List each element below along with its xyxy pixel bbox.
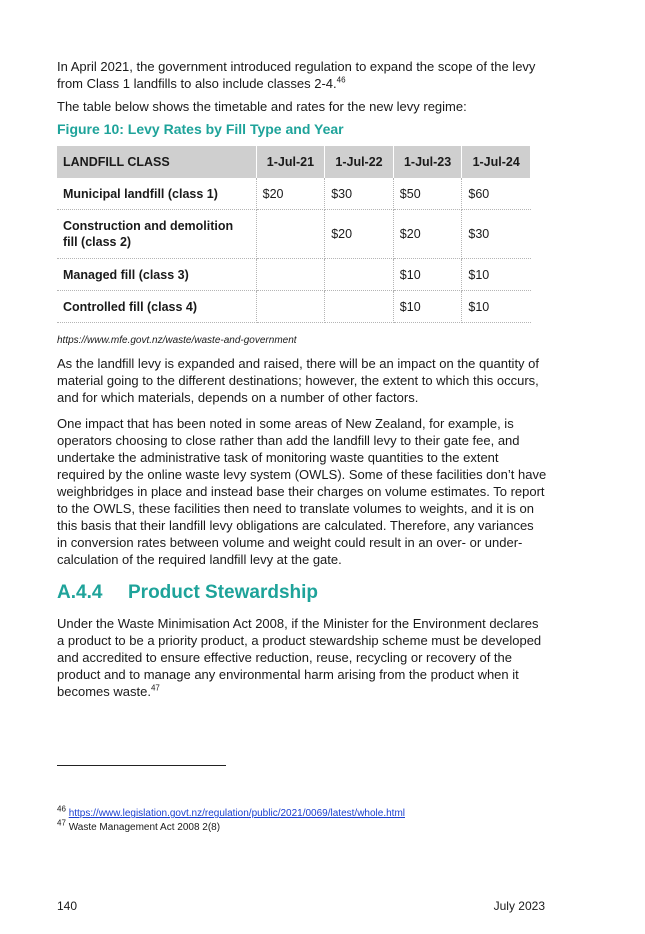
- table-header-row: [57, 146, 531, 178]
- rate-cell: [325, 291, 394, 323]
- col-header-2023: 1-Jul-23: [393, 146, 462, 178]
- table-row: [57, 291, 531, 323]
- page-number: 140: [57, 899, 78, 913]
- row-class-label: Controlled fill (class 4): [57, 291, 256, 323]
- page-footer: [57, 899, 545, 913]
- table-row: [57, 210, 531, 259]
- table-row: [57, 178, 531, 210]
- rate-cell: [325, 259, 394, 291]
- table-row: [57, 259, 531, 291]
- stewardship-text: Under the Waste Minimisation Act 2008, if the Minister for the Environment declares a product to be a priority product, a product stewardship scheme must be developed and accredited to ensure effective reduction, reuse, recycling or recovery of the product and to manage any environmental harm arising from the product when it becomes waste.: [57, 616, 542, 699]
- row-class-label: Construction and demolition fill (class 2): [57, 210, 256, 259]
- rate-cell: $60: [462, 178, 531, 210]
- rate-cell: [256, 291, 325, 323]
- rate-cell: [256, 210, 325, 259]
- rate-cell: $50: [393, 178, 462, 210]
- intro-text: In April 2021, the government introduced regulation to expand the scope of the levy from Class 1 landfills to also include classes 2-4.: [57, 59, 536, 91]
- rate-cell: $10: [393, 291, 462, 323]
- page-body: [57, 58, 547, 700]
- section-title: Product Stewardship: [128, 582, 319, 603]
- footnote-number: 47: [57, 818, 66, 828]
- table-source: https://www.mfe.govt.nz/waste/waste-and-government: [57, 335, 297, 346]
- rate-cell: $20: [256, 178, 325, 210]
- legislation-link[interactable]: https://www.legislation.govt.nz/regulation/public/2021/0069/latest/whole.html: [68, 808, 405, 819]
- footnote-ref-47[interactable]: 47: [150, 683, 160, 693]
- expansion-paragraph: As the landfill levy is expanded and raised, there will be an impact on the quantity of material going to the different destinations; however, the extent to which this occurs, and for which materials, depends on a number of other factors.: [57, 356, 540, 405]
- col-header-2024: 1-Jul-24: [462, 146, 531, 178]
- row-class-label: Managed fill (class 3): [57, 259, 256, 291]
- intro-paragraph: [57, 58, 547, 92]
- footnote-46: [57, 804, 405, 821]
- rate-cell: [256, 259, 325, 291]
- section-heading: [57, 581, 547, 605]
- footnote-number: 46: [57, 804, 66, 814]
- col-header-landfill-class: LANDFILL CLASS: [57, 146, 256, 178]
- footnote-47: [57, 818, 405, 835]
- figure-caption: Figure 10: Levy Rates by Fill Type and Year: [57, 121, 344, 137]
- impact-paragraph: One impact that has been noted in some areas of New Zealand, for example, is operators choosing to close rather than add the landfill levy to their gate fee, and undertake the administrative task of monitoring waste quantities to the extent required by the online waste levy system (OWLS). Some of these facilities don’t have weighbridges in place and instead base their charges on volume estimates. To report to the OWLS, these facilities then need to translate volumes to weights, and it is on this basis that their landfill levy obligations are calculated. Therefore, any variances in conversion rates between volume and weight could result in an over- or under-calculation of the required landfill levy at the gate.: [57, 416, 547, 567]
- rate-cell: $20: [325, 210, 394, 259]
- rate-cell: $10: [393, 259, 462, 291]
- row-class-label: Municipal landfill (class 1): [57, 178, 256, 210]
- stewardship-paragraph: [57, 615, 547, 700]
- rate-cell: $20: [393, 210, 462, 259]
- section-number: A.4.4: [57, 582, 103, 603]
- col-header-2022: 1-Jul-22: [325, 146, 394, 178]
- footnote-ref-46[interactable]: 46: [336, 75, 346, 85]
- footnote-separator: [57, 765, 226, 766]
- rate-cell: $10: [462, 259, 531, 291]
- rate-cell: $30: [462, 210, 531, 259]
- footnote-text: Waste Management Act 2008 2(8): [68, 822, 221, 833]
- levy-rates-table: [57, 146, 531, 323]
- publication-date: July 2023: [493, 899, 545, 913]
- rate-cell: $30: [325, 178, 394, 210]
- footnotes: [57, 804, 405, 835]
- table-lead-paragraph: The table below shows the timetable and rates for the new levy regime:: [57, 99, 467, 114]
- rate-cell: $10: [462, 291, 531, 323]
- col-header-2021: 1-Jul-21: [256, 146, 325, 178]
